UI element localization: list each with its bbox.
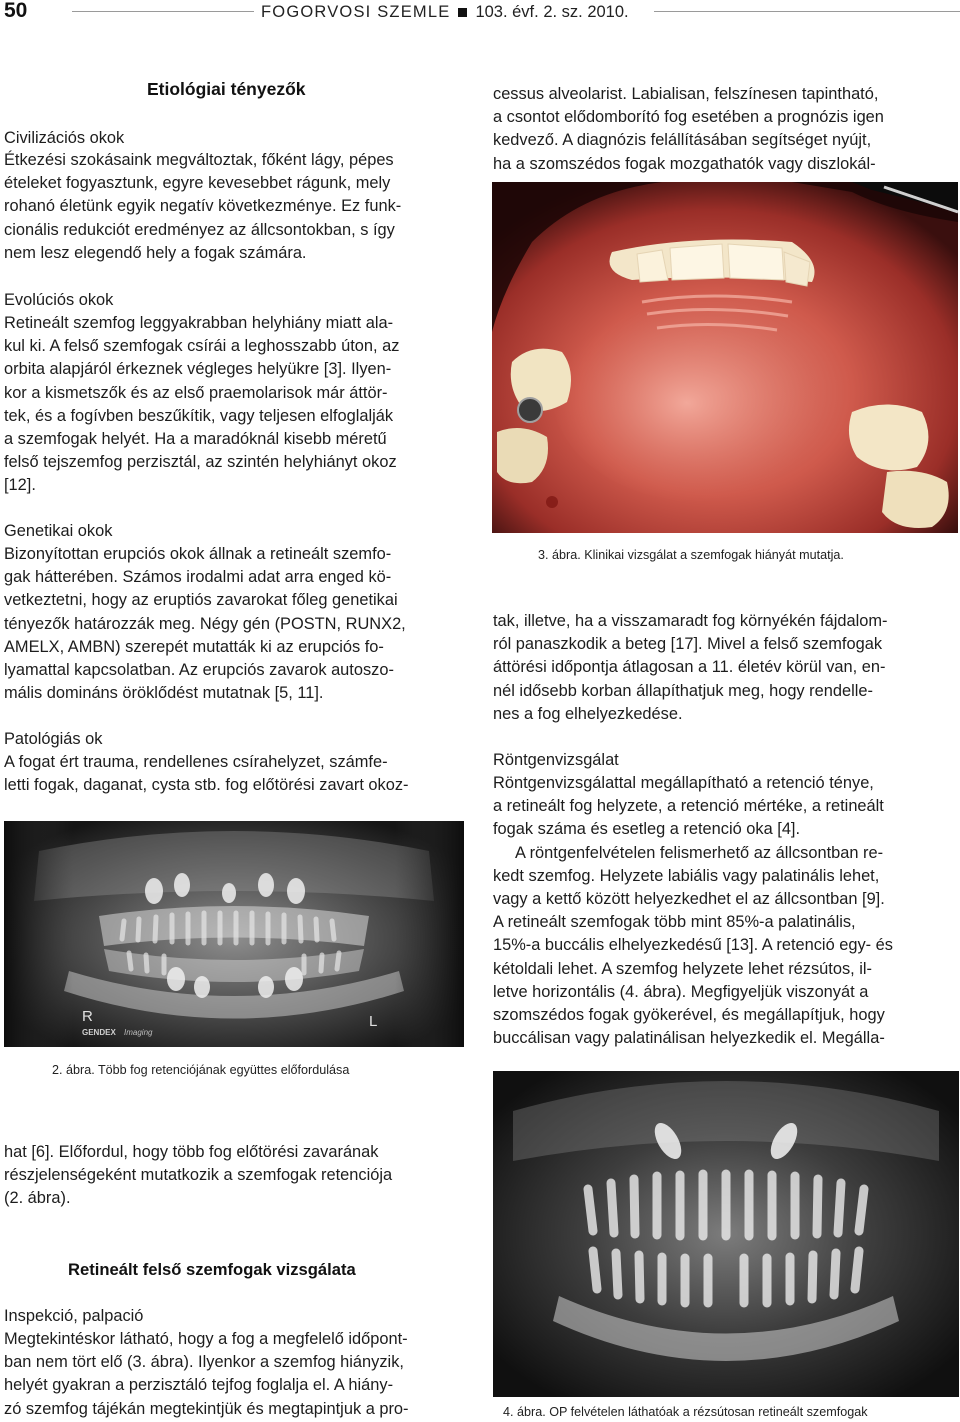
journal-name: FOGORVOSI SZEMLE [261,3,451,21]
text-line: a retineált fog helyzete, a retenció mértéke, a retineált [493,797,884,816]
section-title-etiology: Etiológiai tényezők [147,79,306,99]
subheading-pathology: Patológiás ok [4,730,103,748]
text-line: gak hátterében. Számos irodalmi adat arra enged kö- [4,568,392,587]
subheading-genetic: Genetikai okok [4,522,113,540]
text-line: részjelenségeként mutatkozik a szemfogak retenciója [4,1166,393,1185]
text-line: kor a kismetszők és az első praemolarisok már áttör- [4,383,388,402]
text-line: ételeket fogyasztunk, egyre kevesebbet rágunk, mely [4,174,391,193]
xray-image [4,821,464,1047]
paragraph-evolution [4,312,464,498]
text-line: nem lesz elegendő hely a fogak számára. [4,243,307,262]
text-line: ról panaszkodik a beteg [17]. Mivel a felső szemfogak [493,635,883,654]
text-line: buccálisan vagy palatinálisan helyezkedik el. Megálla- [493,1029,885,1048]
paragraph-genetic [4,543,464,705]
text-line: A röntgenfelvételen felismerhető az állcsontban re- [515,843,884,862]
issue-info: 103. évf. 2. sz. 2010. [475,3,629,21]
text-line: hat [6]. Előfordul, hogy több fog előtörési zavarának [4,1143,379,1161]
text-line: ban nem tört elő (3. ábra). Ilyenkor a szemfog hiányzik, [4,1353,404,1372]
text-line: letti fogak, daganat, cysta stb. fog előtörési zavart okoz- [4,776,409,795]
clinical-photo-image [492,182,958,533]
text-line: a csontot elődomborító fog esetében a prognózis igen [493,108,884,127]
text-line: AMELX, AMBN) szerepét mutatták ki az erupciós fo- [4,637,384,656]
text-line: [12]. [4,476,36,495]
paragraph-right-middle [493,610,956,726]
xray-label-brand: GENDEX [82,1028,116,1037]
page-number: 50 [4,0,28,22]
text-line: tényezők határozzák meg. Négy gén (POSTN, RUNX2, [4,614,406,633]
figure-2-caption: 2. ábra. Több fog retenciójának együttes előfordulása [52,1063,350,1077]
text-line: Retineált szemfog leggyakrabban helyhiány miatt ala- [4,314,394,332]
text-line: szomszédos fogak gyökerével, és megállapítjuk, hogy [493,1006,885,1025]
text-line: vetkeztetni, hogy az eruptiós zavarokat főleg genetikai [4,591,398,610]
xray-label-imaging: Imaging [124,1028,153,1037]
xray-label-l: L [369,1013,378,1030]
text-line: nél idősebb korban állapíthatjuk meg, hogy rendelle- [493,681,873,700]
text-line: letve horizontális (4. ábra). Megfigyeljük viszonyát a [493,982,869,1001]
text-line: zó szemfog tájékán megtekintjük és megtapintjuk a pro- [4,1399,409,1418]
subheading-xray-exam: Röntgenvizsgálat [493,751,619,769]
text-line: A fogat ért trauma, rendellenes csírahelyzet, számfe- [4,753,388,771]
paragraph-pathology [4,751,464,797]
text-line: orbita alapjáról érkeznek végleges helyükre [3]. Ilyen- [4,360,392,379]
paragraph-xray-exam [493,772,956,1050]
text-line: ha a szomszédos fogak mozgathatók vagy diszlokál- [493,154,876,173]
text-line: A retineált szemfogak több mint 85%-a palatinális, [493,913,856,932]
text-line: a szemfogak helyét. Ha a maradóknál kisebb méretű [4,430,387,449]
header-rule-right [654,11,960,12]
text-line: tak, illetve, ha a visszamaradt fog környékén fájdalom- [493,612,888,630]
text-line: 15%-a buccális elhelyezkedésű [13]. A retenció egy- és [493,936,893,955]
op-xray-image [493,1071,959,1397]
paragraph-civilization [4,149,464,265]
text-line: (2. ábra). [4,1189,71,1208]
subheading-civilization: Civilizációs okok [4,129,125,147]
text-line: felső tejszemfog perzisztál, az szintén helyhiányt okoz [4,453,397,472]
subheading-evolution: Evolúciós okok [4,291,114,309]
paragraph-continuation [4,1141,464,1211]
running-header [261,2,629,22]
header-square-bullet [458,8,467,17]
figure-4-caption: 4. ábra. OP felvételen láthatóak a rézsútosan retineált szemfogak [503,1405,868,1419]
text-line: helyét gyakran a perzisztáló tejfog foglalja el. A hiány- [4,1376,394,1395]
figure-2-panoramic-xray [4,821,464,1047]
figure-4-op-xray [493,1071,959,1397]
subheading-inspection: Inspekció, palpació [4,1307,144,1325]
text-line: kul ki. A felső szemfogak csírái a leghosszabb úton, az [4,337,400,356]
text-line: áttörési időpontja átlagosan a 11. életév körül van, en- [493,658,886,677]
text-line: tek, és a fogívben beszűkítik, vagy teljesen elfoglalják [4,406,394,425]
text-line: kétoldali lehet. A szemfog helyzete lehet rézsútos, il- [493,959,873,978]
figure-3-caption: 3. ábra. Klinikai vizsgálat a szemfogak hiányát mutatja. [538,548,844,562]
text-line: rohanó életünk egyik negatív következménye. Ez funk- [4,197,402,216]
text-line: fogak száma és esetleg a retenció oka [4]. [493,820,801,839]
text-line: kedvező. A diagnózis felállításában segítséget nyújt, [493,131,872,150]
text-line: Étkezési szokásaink megváltoztak, főként lágy, pépes [4,151,394,169]
text-line: cessus alveolarist. Labialisan, felszínesen tapintható, [493,85,879,103]
text-line: nes a fog elhelyezkedése. [493,704,683,723]
text-line: Bizonyítottan erupciós okok állnak a retineált szemfo- [4,545,392,563]
text-line: vagy a kettő között helyezkedhet el az állcsontban [9]. [493,890,885,909]
section-title-examination: Retineált felső szemfogak vizsgálata [68,1260,356,1279]
figure-3-clinical-photo [492,182,958,533]
text-line: Megtekintéskor látható, hogy a fog a megfelelő időpont- [4,1330,408,1348]
text-line: cionális redukciót eredményez az állcsontokban, s így [4,220,395,239]
text-line: mális domináns öröklődést mutatnak [5, 11]. [4,684,324,703]
header-rule-left [72,11,254,12]
paragraph-right-top [493,83,956,176]
text-line: lyamattal kapcsolatban. Az erupciós zavarok autoszo- [4,661,394,680]
xray-label-r: R [82,1008,93,1025]
text-line: kedt szemfog. Helyzete labiális vagy palatinális lehet, [493,866,880,885]
text-line: Röntgenvizsgálattal megállapítható a retenció ténye, [493,774,874,792]
paragraph-inspection [4,1328,464,1421]
